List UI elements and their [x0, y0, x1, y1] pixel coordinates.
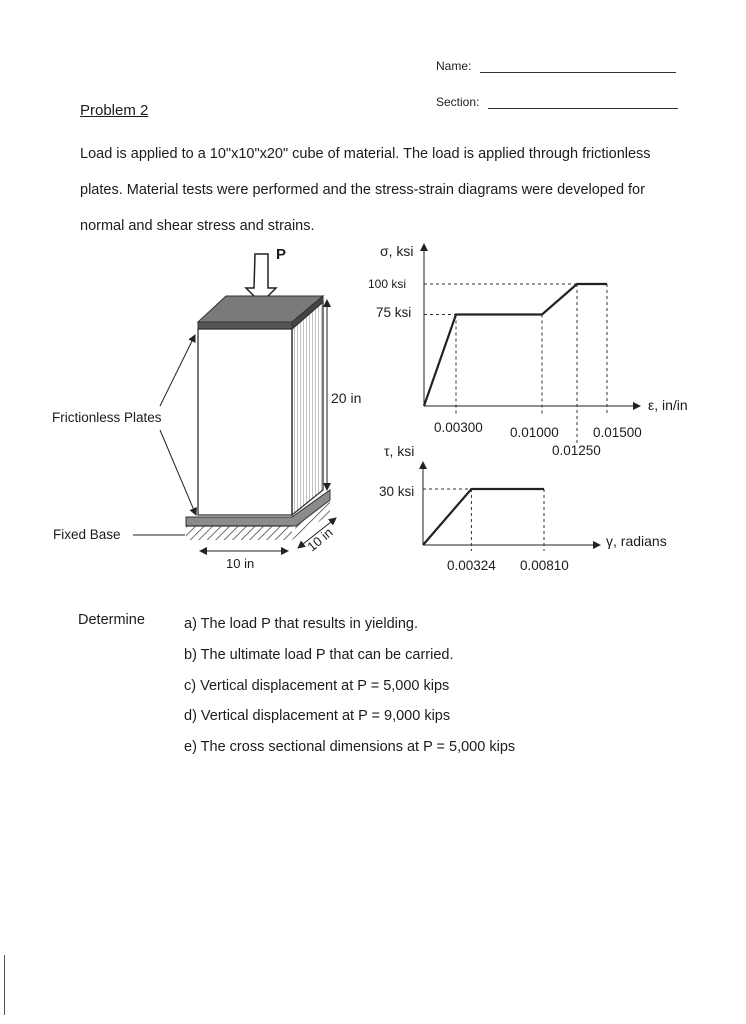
tau-x-label: γ, radians: [606, 533, 667, 549]
material-block: [198, 302, 323, 515]
sigma-tick-100: 100 ksi: [368, 277, 407, 291]
section-label: Section:: [436, 95, 480, 109]
tau-curve: [423, 489, 544, 545]
problem-description: Load is applied to a 10"x10"x20" cube of material. The load is applied through frictionless plates. Material tests were performed and the stress-strain diagrams were developed for normal and shear stress and strains.: [80, 146, 651, 234]
question-b: b) The ultimate load P that can be carried.: [184, 647, 454, 663]
sigma-tick-75: 75 ksi: [376, 305, 412, 320]
base-label: Fixed Base: [53, 527, 121, 542]
sigma-y-label: σ, ksi: [380, 243, 414, 259]
width-label: 10 in: [226, 556, 255, 571]
shear-stress-chart: [379, 443, 667, 573]
plates-label: Frictionless Plates: [52, 410, 162, 425]
question-a: a) The load P that results in yielding.: [184, 616, 419, 632]
load-label: P: [276, 246, 287, 263]
problem-title: Problem 2: [80, 102, 149, 119]
depth-label: 10 in: [304, 524, 336, 555]
sigma-curve: [424, 284, 607, 406]
determine-label: Determine: [78, 612, 145, 628]
plates-leader-top: [160, 335, 195, 406]
scan-edge-mark: [4, 955, 5, 1015]
sigma-tick-0.01000: 0.01000: [510, 425, 559, 440]
sigma-tick-0.00300: 0.00300: [434, 420, 483, 435]
sigma-tick-0.01250: 0.01250: [552, 443, 601, 458]
tau-tick-0.00810: 0.00810: [520, 558, 569, 573]
question-e: e) The cross sectional dimensions at P = 5,000 kips: [184, 739, 516, 755]
sigma-tick-0.01500: 0.01500: [593, 425, 642, 440]
normal-stress-chart: [368, 243, 688, 458]
sigma-x-label: ε, in/in: [648, 397, 688, 413]
height-label: 20 in: [331, 390, 362, 406]
tau-tick-30: 30 ksi: [379, 484, 415, 499]
tau-tick-0.00324: 0.00324: [447, 558, 496, 573]
plates-leader-bottom: [160, 430, 196, 515]
question-d: d) Vertical displacement at P = 9,000 kips: [184, 708, 451, 724]
name-label: Name:: [436, 59, 472, 73]
tau-y-label: τ, ksi: [384, 443, 415, 459]
question-c: c) Vertical displacement at P = 5,000 kips: [184, 678, 450, 694]
